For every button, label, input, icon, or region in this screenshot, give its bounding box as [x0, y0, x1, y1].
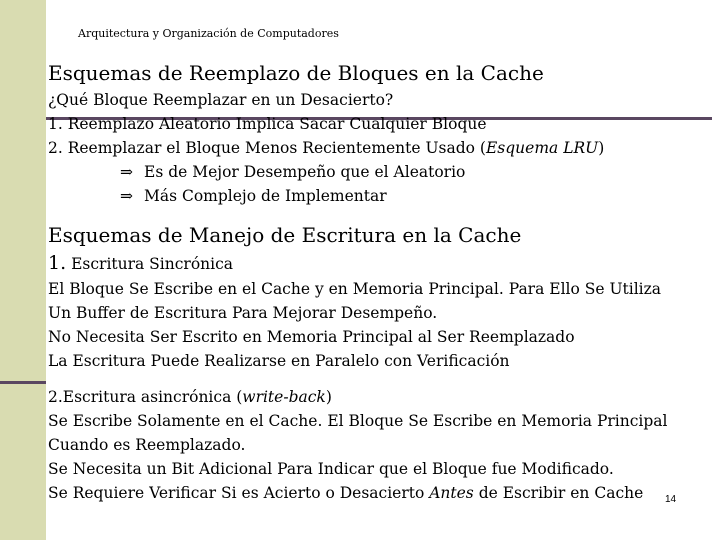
- async-em: write-back: [242, 388, 326, 406]
- section1-item2: [48, 139, 604, 157]
- decorative-side-band: [0, 0, 46, 540]
- slide-header: Arquitectura y Organización de Computadores: [78, 27, 339, 40]
- sync-line: El Bloque Se Escribe en el Cache y en Memoria Principal. Para Ello Se Utiliza: [48, 280, 662, 298]
- async-last-line: [48, 484, 643, 502]
- sync-num: 1.: [48, 252, 67, 274]
- horizontal-rule-mid: [0, 381, 46, 384]
- sub2-text: Más Complejo de Implementar: [144, 187, 387, 205]
- sync-heading: [48, 252, 233, 274]
- item2-em: Esquema LRU: [485, 139, 599, 157]
- sub1-text: Es de Mejor Desempeño que el Aleatorio: [144, 163, 466, 181]
- async-pre: 2.Escritura asincrónica (: [48, 388, 243, 406]
- implies-icon: ⇒: [120, 163, 133, 181]
- async-line: Cuando es Reemplazado.: [48, 436, 246, 454]
- last-em: Antes: [429, 484, 474, 502]
- item2-pre: 2. Reemplazar el Bloque Menos Recientemente Usado (: [48, 139, 486, 157]
- async-post: ): [325, 388, 332, 406]
- async-line: Se Escribe Solamente en el Cache. El Bloque Se Escribe en Memoria Principal: [48, 412, 668, 430]
- sync-line: No Necesita Ser Escrito en Memoria Principal al Ser Reemplazado: [48, 328, 575, 346]
- last-post: de Escribir en Cache: [473, 484, 644, 502]
- last-pre: Se Requiere Verificar Si es Acierto o Desacierto: [48, 484, 430, 502]
- sync-line: Un Buffer de Escritura Para Mejorar Desempeño.: [48, 304, 438, 322]
- sync-line: La Escritura Puede Realizarse en Paralelo con Verificación: [48, 352, 510, 370]
- implies-icon: ⇒: [120, 187, 133, 205]
- page-number: 14: [665, 494, 677, 505]
- section1-sub1: [120, 163, 465, 181]
- async-line: Se Necesita un Bit Adicional Para Indicar que el Bloque fue Modificado.: [48, 460, 614, 478]
- section1-item1: 1. Reemplazo Aleatorio Implica Sacar Cualquier Bloque: [48, 115, 487, 133]
- section1-title: Esquemas de Reemplazo de Bloques en la Cache: [48, 61, 544, 85]
- item2-post: ): [598, 139, 605, 157]
- section2-title: Esquemas de Manejo de Escritura en la Cache: [48, 223, 522, 247]
- section1-question: ¿Qué Bloque Reemplazar en un Desacierto?: [48, 91, 394, 109]
- async-heading: [48, 388, 332, 406]
- section1-sub2: [120, 187, 387, 205]
- sync-label: Escritura Sincrónica: [71, 255, 234, 273]
